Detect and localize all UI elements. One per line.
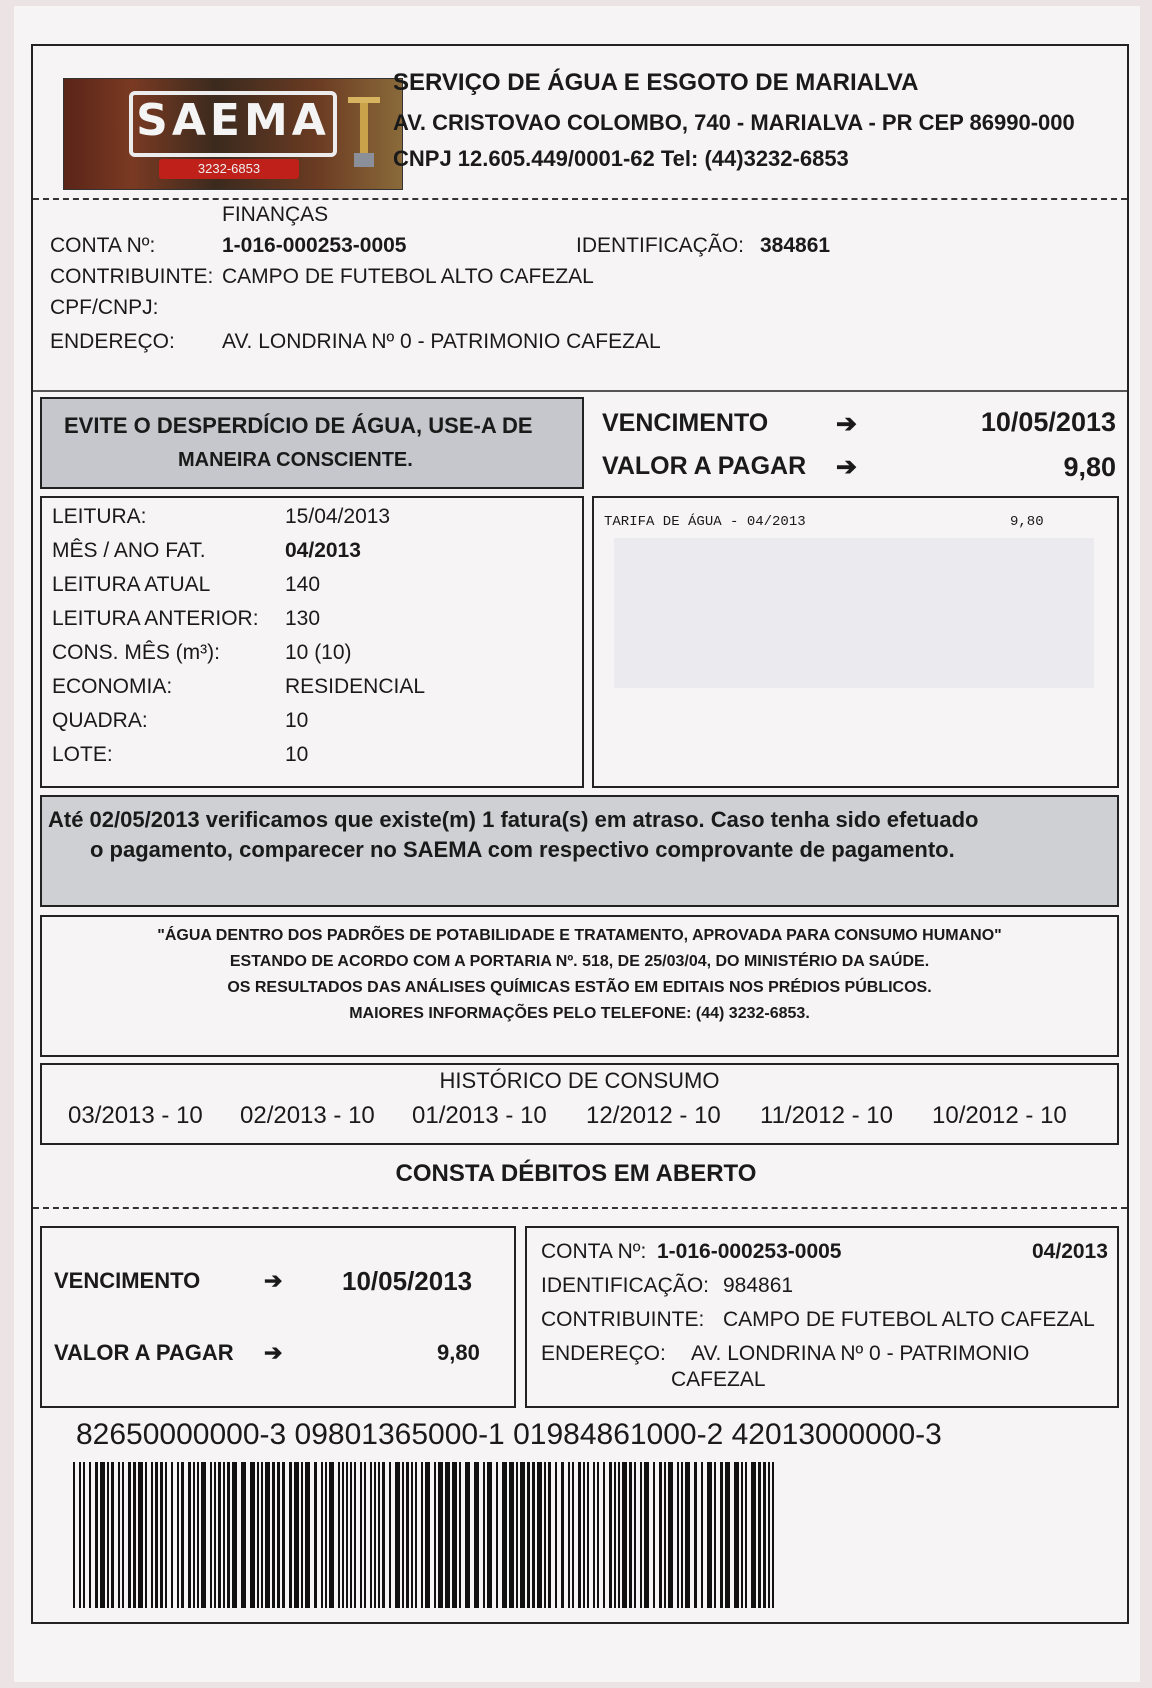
barcode-bar — [527, 1462, 530, 1608]
barcode-bar — [227, 1462, 230, 1608]
stub-contribuinte-value: CAMPO DE FUTEBOL ALTO CAFEZAL — [723, 1308, 1095, 1331]
arrow-icon: ➔ — [836, 410, 857, 438]
arrow-icon: ➔ — [264, 1268, 283, 1293]
reading-value: 10 — [285, 709, 309, 732]
barcode-bar — [445, 1462, 450, 1608]
quality-line-4: MAIORES INFORMAÇÕES PELO TELEFONE: (44) 3232-6853. — [349, 1005, 810, 1022]
barcode-bar — [707, 1462, 712, 1608]
barcode-bar — [452, 1462, 457, 1608]
stub-identificacao-value: 984861 — [723, 1274, 794, 1297]
barcode-bar — [395, 1462, 400, 1608]
barcode-bar — [677, 1462, 679, 1608]
stub-conta-label: CONTA Nº: — [541, 1240, 647, 1263]
faucet-icon — [342, 93, 386, 173]
barcode-bar — [197, 1462, 199, 1608]
barcode-bar — [561, 1462, 564, 1608]
barcode-bar — [111, 1462, 114, 1608]
notice-line-1: EVITE O DESPERDÍCIO DE ÁGUA, USE-A DE — [64, 413, 533, 438]
barcode-bar — [145, 1462, 147, 1608]
arrow-icon: ➔ — [836, 453, 857, 481]
barcode-bar — [725, 1462, 730, 1608]
barcode-bar — [714, 1462, 716, 1608]
reading-label: QUADRA: — [52, 709, 148, 732]
vencimento-label: VENCIMENTO — [602, 409, 769, 437]
barcode-bar — [100, 1462, 105, 1608]
alert-line-2: o pagamento, comparecer no SAEMA com respectivo comprovante de pagamento. — [90, 837, 955, 862]
history-item: 01/2013 - 10 — [412, 1102, 547, 1129]
barcode-bar — [583, 1462, 585, 1608]
barcode-bar — [664, 1462, 666, 1608]
barcode-bar — [346, 1462, 348, 1608]
history-item: 10/2012 - 10 — [932, 1102, 1067, 1129]
org-address: AV. CRISTOVAO COLOMBO, 740 - MARIALVA - PR CEP 86990-000 — [393, 110, 1075, 135]
contribuinte-label: CONTRIBUINTE: — [50, 265, 214, 288]
stub-identificacao-label: IDENTIFICAÇÃO: — [541, 1274, 710, 1297]
barcode-bar — [165, 1462, 167, 1608]
cpf-label: CPF/CNPJ: — [50, 296, 159, 319]
overdue-alert — [40, 795, 1119, 907]
barcode-bar — [89, 1462, 91, 1608]
debts-notice: CONSTA DÉBITOS EM ABERTO — [395, 1160, 757, 1187]
barcode-bar — [694, 1462, 697, 1608]
barcode-bar — [342, 1462, 344, 1608]
stub-account-box — [525, 1226, 1119, 1408]
contribuinte-value: CAMPO DE FUTEBOL ALTO CAFEZAL — [222, 265, 594, 288]
barcode-bar — [265, 1462, 270, 1608]
barcode-bar — [758, 1462, 761, 1608]
stub-endereco-value-2: CAFEZAL — [671, 1368, 766, 1391]
barcode-bar — [289, 1462, 292, 1608]
barcode-bar — [171, 1462, 173, 1608]
barcode-bar — [421, 1462, 423, 1608]
conta-value: 1-016-000253-0005 — [222, 234, 407, 257]
barcode-bar — [73, 1462, 75, 1608]
barcode-bar — [555, 1462, 557, 1608]
valor-value: 9,80 — [1063, 452, 1116, 482]
valor-label: VALOR A PAGAR — [602, 452, 807, 480]
barcode-bar — [548, 1462, 551, 1608]
stub-vencimento-value: 10/05/2013 — [342, 1266, 473, 1296]
divider — [33, 390, 1127, 392]
quality-line-1: "ÁGUA DENTRO DOS PADRÕES DE POTABILIDADE E TRATAMENTO, APROVADA PARA CONSUMO HUMANO" — [157, 927, 1002, 944]
stub-endereco-value: AV. LONDRINA Nº 0 - PATRIMONIO — [691, 1342, 1030, 1365]
watermark — [614, 538, 1094, 688]
conservation-notice — [40, 397, 584, 489]
barcode-bar — [425, 1462, 430, 1608]
barcode-bar — [241, 1462, 246, 1608]
barcode-bar — [745, 1462, 747, 1608]
reading-value: 140 — [285, 573, 321, 596]
barcode-bar — [214, 1462, 216, 1608]
reading-value: 10 (10) — [285, 641, 352, 664]
barcode-bar — [597, 1462, 599, 1608]
barcode-bar — [151, 1462, 153, 1608]
barcode-bar — [378, 1462, 380, 1608]
barcode-bar — [201, 1462, 206, 1608]
barcode-bar — [329, 1462, 334, 1608]
barcode-bar — [434, 1462, 436, 1608]
reading-value: 10 — [285, 743, 309, 766]
barcode-bar — [257, 1462, 259, 1608]
barcode-bar — [314, 1462, 317, 1608]
reading-value: 130 — [285, 607, 321, 630]
barcode-bar — [389, 1462, 391, 1608]
notice-line-2: MANEIRA CONSCIENTE. — [178, 449, 413, 471]
logo-wordmark: SAEMA — [129, 91, 337, 157]
stub-valor-value: 9,80 — [437, 1340, 480, 1365]
divider — [33, 198, 1127, 200]
barcode-bar — [465, 1462, 470, 1608]
stub-valor-label: VALOR A PAGAR — [54, 1340, 234, 1365]
barcode-bar — [438, 1462, 443, 1608]
barcode-bar — [668, 1462, 673, 1608]
barcode-bar — [370, 1462, 372, 1608]
barcode-bar — [406, 1462, 409, 1608]
barcode-bar — [532, 1462, 535, 1608]
barcode-bar — [634, 1462, 636, 1608]
barcode-bar — [516, 1462, 518, 1608]
barcode-bar — [603, 1462, 605, 1608]
barcode-bar — [772, 1462, 774, 1608]
barcode-bar — [474, 1462, 479, 1608]
department: FINANÇAS — [222, 203, 329, 226]
barcode-bar — [382, 1462, 385, 1608]
barcode-bar — [685, 1462, 690, 1608]
barcode-bar — [681, 1462, 683, 1608]
cut-line — [33, 1207, 1127, 1209]
barcode-bar — [544, 1462, 546, 1608]
barcode-bar — [261, 1462, 263, 1608]
quality-line-2: ESTANDO DE ACORDO COM A PORTARIA Nº. 518, DE 25/03/04, DO MINISTÉRIO DA SAÚDE. — [229, 953, 930, 970]
barcode-bar — [321, 1462, 323, 1608]
barcode-bar — [325, 1462, 327, 1608]
barcode-bar — [483, 1462, 485, 1608]
stub-endereco-label: ENDEREÇO: — [541, 1342, 666, 1365]
quality-line-3: OS RESULTADOS DAS ANÁLISES QUÍMICAS ESTÃO EM EDITAIS NOS PRÉDIOS PÚBLICOS. — [227, 979, 932, 996]
barcode-bar — [232, 1462, 237, 1608]
barcode-bar — [614, 1462, 616, 1608]
identificacao-label: IDENTIFICAÇÃO: — [576, 234, 745, 257]
barcode-bar — [509, 1462, 514, 1608]
barcode-bar — [354, 1462, 356, 1608]
org-name: SERVIÇO DE ÁGUA E ESGOTO DE MARIALVA — [393, 69, 919, 96]
barcode-bar — [487, 1462, 492, 1608]
barcode-bar — [618, 1462, 620, 1608]
barcode-bar — [572, 1462, 574, 1608]
identificacao-value: 384861 — [760, 234, 831, 257]
reading-label: ECONOMIA: — [52, 675, 173, 698]
barcode-bar — [629, 1462, 632, 1608]
reading-label: LEITURA ATUAL — [52, 573, 211, 596]
barcode-bar — [415, 1462, 417, 1608]
barcode-bar — [720, 1462, 723, 1608]
stub-payment-box — [40, 1226, 516, 1408]
barcode-bar — [411, 1462, 413, 1608]
barcode-bar — [128, 1462, 131, 1608]
history-item: 11/2012 - 10 — [760, 1102, 893, 1129]
water-quality-box — [40, 915, 1119, 1057]
barcode-bar — [763, 1462, 766, 1608]
alert-line-1: Até 02/05/2013 verificamos que existe(m) 1 fatura(s) em atraso. Caso tenha sido efetuado — [48, 807, 979, 832]
history-item: 12/2012 - 10 — [586, 1102, 721, 1129]
barcode-bar — [133, 1462, 136, 1608]
barcode-bar — [364, 1462, 366, 1608]
reading-value: 15/04/2013 — [285, 505, 391, 528]
reading-label: CONS. MÊS (m³): — [52, 641, 220, 664]
stub-conta-value: 1-016-000253-0005 — [657, 1240, 842, 1263]
barcode-bar — [701, 1462, 703, 1608]
saema-logo — [63, 78, 403, 190]
charges-box — [592, 496, 1119, 788]
barcode-bar — [502, 1462, 507, 1608]
barcode-bar — [83, 1462, 85, 1608]
barcode-bar — [155, 1462, 158, 1608]
barcode-bar — [294, 1462, 299, 1608]
logo-phone: 3232-6853 — [159, 159, 299, 179]
barcode-bar — [138, 1462, 143, 1608]
barcode-bar — [659, 1462, 662, 1608]
barcode-bar — [734, 1462, 739, 1608]
vencimento-value: 10/05/2013 — [980, 407, 1116, 437]
barcode-bar — [277, 1462, 280, 1608]
barcode-bar — [338, 1462, 340, 1608]
barcode-bar — [193, 1462, 195, 1608]
reading-value: 04/2013 — [285, 539, 361, 562]
barcode-bar — [79, 1462, 81, 1608]
barcode-bar — [188, 1462, 191, 1608]
barcode-bar — [741, 1462, 743, 1608]
endereco-value: AV. LONDRINA Nº 0 - PATRIMONIO CAFEZAL — [222, 330, 661, 353]
barcode-bar — [578, 1462, 581, 1608]
endereco-label: ENDEREÇO: — [50, 330, 175, 353]
history-item: 03/2013 - 10 — [68, 1102, 203, 1129]
barcode-bar — [520, 1462, 525, 1608]
barcode-bar — [181, 1462, 184, 1608]
barcode-bar — [537, 1462, 542, 1608]
stub-contribuinte-label: CONTRIBUINTE: — [541, 1308, 705, 1331]
barcode-bar — [305, 1462, 310, 1608]
barcode — [73, 1462, 778, 1608]
barcode-bar — [118, 1462, 120, 1608]
barcode-bar — [160, 1462, 163, 1608]
reading-label: MÊS / ANO FAT. — [52, 539, 206, 562]
barcode-bar — [622, 1462, 627, 1608]
arrow-icon: ➔ — [264, 1340, 283, 1365]
reading-label: LOTE: — [52, 743, 113, 766]
barcode-bar — [218, 1462, 221, 1608]
barcode-bar — [272, 1462, 275, 1608]
barcode-bar — [360, 1462, 362, 1608]
barcode-bar — [282, 1462, 285, 1608]
barcode-digits: 82650000000-3 09801365000-1 01984861000-2 42013000000-3 — [76, 1418, 942, 1451]
charge-item-label: TARIFA DE ÁGUA - 04/2013 — [604, 514, 806, 530]
barcode-bar — [250, 1462, 255, 1608]
barcode-bar — [496, 1462, 498, 1608]
history-item: 02/2013 - 10 — [240, 1102, 375, 1129]
barcode-bar — [653, 1462, 655, 1608]
charge-item-value: 9,80 — [1010, 514, 1044, 530]
barcode-bar — [609, 1462, 612, 1608]
history-title: HISTÓRICO DE CONSUMO — [439, 1068, 720, 1093]
barcode-bar — [177, 1462, 179, 1608]
barcode-bar — [374, 1462, 376, 1608]
barcode-bar — [644, 1462, 649, 1608]
barcode-bar — [350, 1462, 352, 1608]
barcode-bar — [210, 1462, 212, 1608]
reading-label: LEITURA: — [52, 505, 147, 528]
barcode-bar — [107, 1462, 109, 1608]
barcode-bar — [95, 1462, 98, 1608]
reading-value: RESIDENCIAL — [285, 675, 426, 698]
barcode-bar — [301, 1462, 303, 1608]
barcode-bar — [568, 1462, 570, 1608]
reading-label: LEITURA ANTERIOR: — [52, 607, 259, 630]
org-cnpj: CNPJ 12.605.449/0001-62 Tel: (44)3232-6853 — [393, 146, 849, 171]
barcode-bar — [768, 1462, 770, 1608]
stub-vencimento-label: VENCIMENTO — [54, 1268, 201, 1293]
barcode-bar — [459, 1462, 461, 1608]
barcode-bar — [587, 1462, 589, 1608]
barcode-bar — [640, 1462, 642, 1608]
barcode-bar — [402, 1462, 404, 1608]
conta-label: CONTA Nº: — [50, 234, 156, 257]
barcode-bar — [593, 1462, 595, 1608]
barcode-bar — [751, 1462, 756, 1608]
barcode-bar — [122, 1462, 124, 1608]
barcode-bar — [223, 1462, 225, 1608]
stub-ref: 04/2013 — [1032, 1240, 1108, 1263]
